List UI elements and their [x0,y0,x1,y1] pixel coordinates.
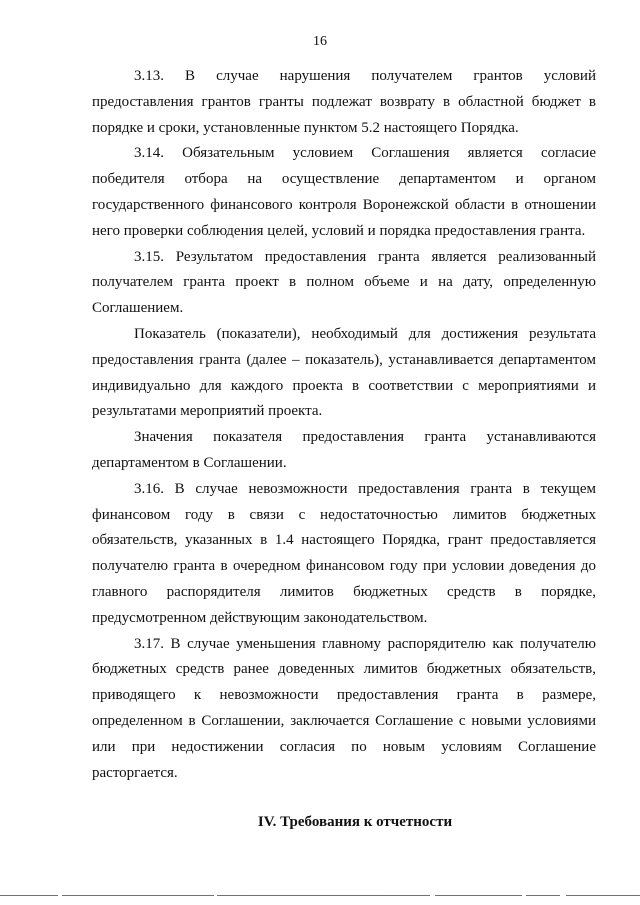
paragraph-3-14: 3.14. Обязательным условием Соглашения является согласие победителя отбора на осуществление департаментом и органом государственного финансового контроля Воронежской области в отношении него проверки соблюдения целей, условий и порядка предоставления гранта. [92,145,596,239]
section-heading: IV. Требования к отчетности [257,814,453,830]
paragraph-3-15: 3.15. Результатом предоставления гранта является реализованный получателем гранта проект в полном объеме и на дату, определенную Соглашением. [92,248,596,317]
paragraph-3-13: 3.13. В случае нарушения получателем грантов условий предоставления грантов гранты подлежат возврату в областной бюджет в порядке и сроки, установленные пунктом 5.2 настоящего Порядка. [92,68,596,136]
paragraph-indicator-values: Значения показателя предоставления гранта устанавливаются департаментом в Соглашении. [92,429,596,471]
paragraph-3-17: 3.17. В случае уменьшения главному распорядителю как получателю бюджетных средств ранее доведенных лимитов бюджетных обязательств, приводящего к невозможности предоставления гранта в размере, определенном в Соглашении, заключается Соглашение с новыми условиями или при недостижении согласия по новым условиям Соглашение расторгается. [92,635,596,781]
paragraph-3-16: 3.16. В случае невозможности предоставления гранта в текущем финансовом году в связи с недостаточностью лимитов бюджетных обязательств, указанных в 1.4 настоящего Порядка, грант предоставляется получателю гранта в очередном финансовом году при условии доведения до главного распорядителя лимитов бюджетных средств в порядке, предусмотренном действующим законодательством. [92,480,596,626]
paragraph-indicator: Показатель (показатели), необходимый для достижения результата предоставления гранта (далее – показатель), устанавливается департаментом индивидуально для каждого проекта в соответствии с мероприятиями и результатами мероприятий проекта. [92,325,596,420]
document-body [92,64,596,786]
scan-edge-line [0,895,640,896]
page-number: 16 [313,34,327,49]
